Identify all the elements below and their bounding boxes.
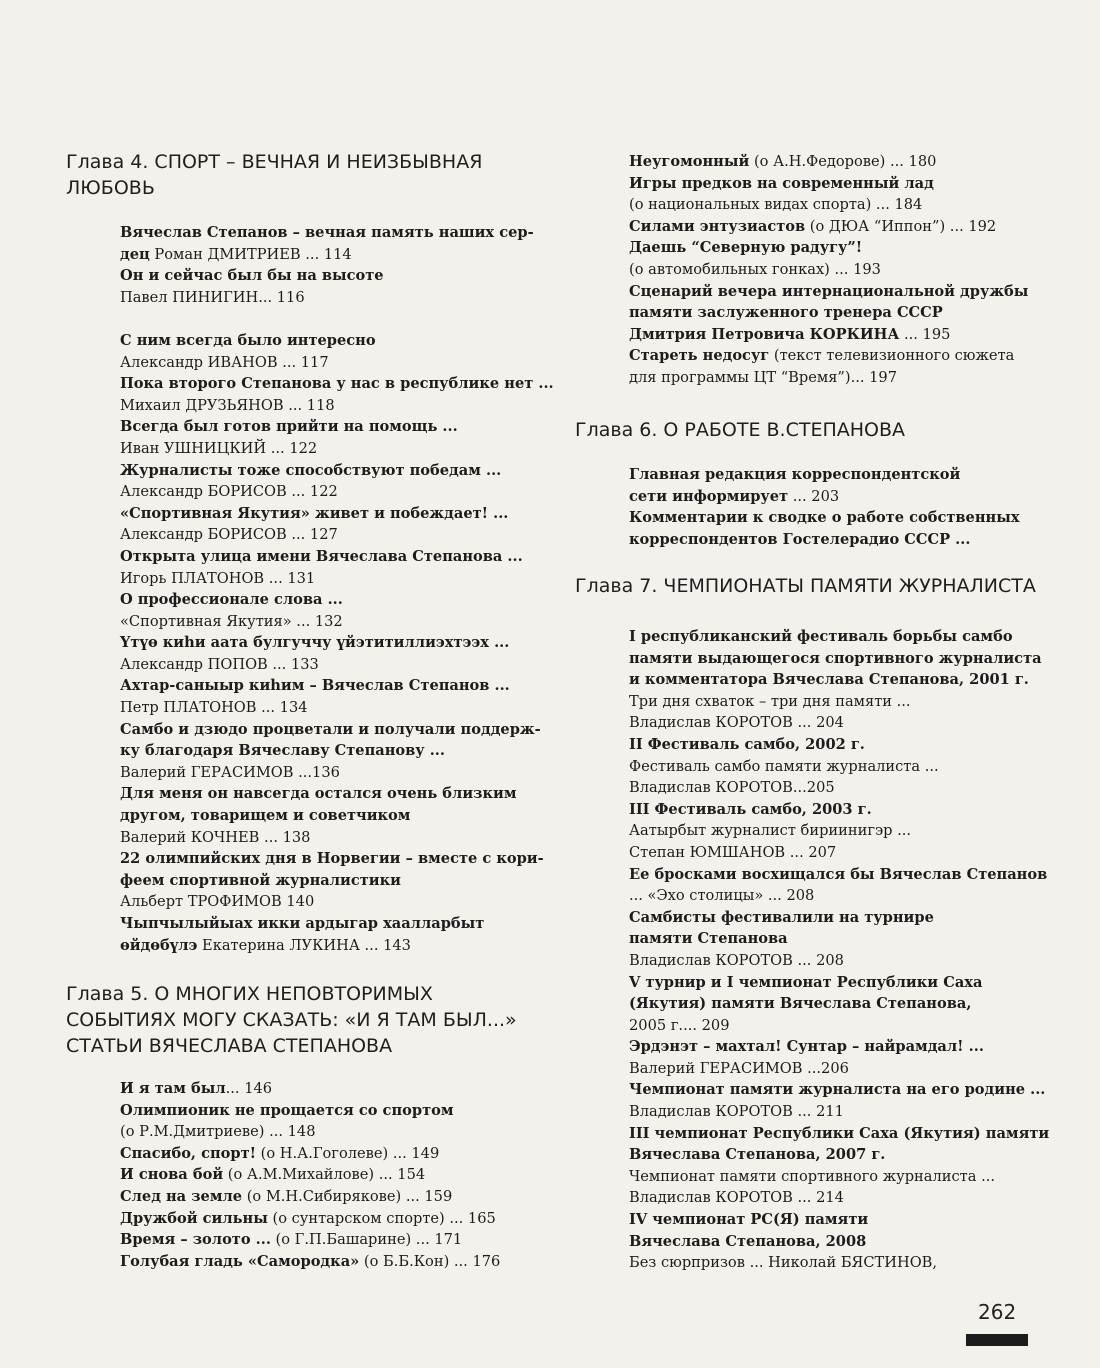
entry-title: III чемпионат Республики Саха (Якутия) памяти [629,1124,1050,1142]
entry-author-page: Роман ДМИТРИЕВ ... 114 [149,245,352,263]
entry-title: Сценарий вечера интернациональной дружбы [629,282,1029,300]
entry-author-page: (о А.М.Михайлове) ... 154 [223,1166,426,1184]
entry-title: Чыпчылыйыах икки ардыгар хаалларбыт [120,915,485,932]
entry-author-page: Александр ПОПОВ ... 133 [120,655,319,673]
entry-title: Үтүө киһи аата булгуччу үйэтитиллиэхтээх ... [120,634,510,652]
toc-entry-line [629,950,1049,972]
toc-entry-line [629,669,1049,691]
entry-title: Ахтар-саныыр киһим – Вячеслав Степанов ... [120,677,510,695]
chapter-7-heading: Глава 7. ЧЕМПИОНАТЫ ПАМЯТИ ЖУРНАЛИСТА [575,575,1036,597]
toc-entry-line [629,1123,1049,1145]
toc-entry-line [120,568,554,590]
entry-title: 22 олимпийских дня в Норвегии – вместе с кори- [120,850,544,868]
toc-entry-line [629,194,1028,216]
entry-author-page: (о автомобильных гонках) ... 193 [629,260,881,278]
entry-author-page: Иван УШНИЦКИЙ ... 122 [120,439,318,457]
entry-title: (Якутия) памяти Вячеслава Степанова, [629,995,972,1013]
entry-title: О профессионале слова ... [120,591,343,609]
toc-entry-line [629,1187,1049,1209]
chapter-6-heading: Глава 6. О РАБОТЕ В.СТЕПАНОВА [575,419,906,441]
entry-author-page: Александр ИВАНОВ ... 117 [120,353,329,371]
entry-author-page: Аатырбыт журналист бириинигэр ... [629,822,912,840]
entry-title: ку благодаря Вячеславу Степанову ... [120,742,445,760]
toc-entry-line [120,1121,500,1143]
toc-entry-line [629,259,1028,281]
toc-entry-line [120,740,554,762]
entry-author-page: (о Р.М.Дмитриеве) ... 148 [120,1123,316,1141]
chapter-heading-line: СТАТЬИ ВЯЧЕСЛАВА СТЕПАНОВА [66,1035,393,1057]
toc-entry-line [629,691,1049,713]
toc-entry-line [120,632,554,654]
entry-author-page: Владислав КОРОТОВ...205 [629,779,835,797]
toc-entry-line [120,524,554,546]
entry-author-page: 2005 г.... 209 [629,1016,730,1034]
entry-author-page: ... 195 [899,325,951,343]
entry-author-page: Степан ЮМШАНОВ ... 207 [629,843,837,861]
toc-entry-line [629,529,1020,551]
toc-entry-line [629,1015,1049,1037]
entry-author-page: Павел ПИНИГИН... 116 [120,288,305,306]
toc-entry-line [629,777,1049,799]
entry-title: Журналисты тоже способствуют победам ... [120,461,502,479]
entry-title: корреспондентов Гостелерадио СССР ... [629,530,971,548]
entry-title: сети информирует [629,487,789,505]
toc-entry-line [120,503,554,525]
entry-author-page: Валерий ГЕРАСИМОВ ...136 [120,763,340,781]
toc-entry-line [629,1079,1049,1101]
toc-entry-line [629,626,1049,648]
chapter-heading-line: СОБЫТИЯХ МОГУ СКАЗАТЬ: «И Я ТАМ БЫЛ...» [66,1009,517,1031]
toc-entry-line [120,1078,500,1100]
toc-entry-line [629,345,1028,367]
toc-entry-line [120,762,554,784]
entry-title: Игры предков на современный лад [629,174,934,192]
entry-author-page: (текст телевизионного сюжета [769,347,1015,365]
toc-entry-line [629,486,1020,508]
entry-title: Силами энтузиастов [629,217,806,235]
toc-entry-line [629,1209,1049,1231]
entry-title: III Фестиваль самбо, 2003 г. [629,800,872,818]
toc-entry-line [120,1164,500,1186]
entry-title: дец [120,245,150,263]
toc-entry-line [629,1252,1049,1274]
entry-author-page: Валерий ГЕРАСИМОВ ...206 [629,1059,849,1077]
entry-author-page: для программы ЦТ “Время”)... 197 [629,368,897,386]
entry-author-page: Фестиваль самбо памяти журналиста ... [629,757,939,775]
toc-entry-line [629,907,1049,929]
entry-author-page: Александр БОРИСОВ ... 127 [120,526,338,544]
entry-title: Дружбой сильны [120,1209,268,1227]
entry-title: Самбисты фестивалили на турнире [629,908,934,926]
entry-author-page: (о Б.Б.Кон) ... 176 [359,1252,501,1270]
toc-entry-line [629,1036,1049,1058]
entry-title: Стареть недосуг [629,347,770,365]
entry-title: IV чемпионат РС(Я) памяти [629,1211,869,1229]
toc-entry-line [629,993,1049,1015]
toc-entry-line [120,675,554,697]
entry-author-page: Чемпионат памяти спортивного журналиста ... [629,1167,995,1185]
entry-title: Для меня он навсегда остался очень близким [120,785,517,803]
toc-entry-line [120,697,554,719]
entry-title: Вячеслава Степанова, 2007 г. [629,1146,886,1164]
toc-entry-line [120,1208,500,1230]
toc-entry-line [629,507,1020,529]
toc-entry-line [629,820,1049,842]
chapter-heading-line: Глава 5. О МНОГИХ НЕПОВТОРИМЫХ [66,983,433,1005]
entry-author-page: Владислав КОРОТОВ ... 204 [629,714,844,732]
entry-title: Самбо и дзюдо процветали и получали поддерж- [120,720,541,738]
toc-entry-line [120,373,554,395]
toc-entry-line [120,891,554,913]
page-number-bar [966,1334,1028,1346]
entry-title: и комментатора Вячеслава Степанова, 2001 г. [629,671,1029,689]
entry-title: V турнир и I чемпионат Республики Саха [629,973,983,991]
toc-entry-line [120,589,554,611]
toc-entry-line [629,464,1020,486]
entry-author-page: Владислав КОРОТОВ ... 214 [629,1189,844,1207]
entry-title: Даешь “Северную радугу”! [629,239,863,257]
entry-title: С ним всегда было интересно [120,331,376,349]
toc-entry-line [629,972,1049,994]
toc-entry-line [120,352,554,374]
chapter-heading-line: ЛЮБОВЬ [66,177,155,199]
toc-entry-line [629,1231,1049,1253]
entry-author-page: «Спортивная Якутия» ... 132 [120,612,343,630]
toc-entry-line [629,367,1028,389]
toc-entry-line [629,324,1028,346]
entry-author-page: Валерий КОЧНЕВ ... 138 [120,828,311,846]
entry-title: Неугомонный [629,153,750,170]
entry-author-page: Петр ПЛАТОНОВ ... 134 [120,699,308,717]
toc-entry-line [120,935,554,957]
entry-author-page: ... 203 [788,487,840,505]
entry-author-page: (о М.Н.Сибирякове) ... 159 [242,1187,453,1205]
toc-entry-line [629,302,1028,324]
entry-title: Олимпионик не прощается со спортом [120,1101,454,1119]
toc-entry-line [629,237,1028,259]
toc-entry-line [629,1166,1049,1188]
entry-author-page: (о национальных видах спорта) ... 184 [629,196,923,214]
entry-title: II Фестиваль самбо, 2002 г. [629,735,865,753]
chapter-6-entries [629,464,1020,550]
chapter-4-entries [120,222,554,956]
entry-title: Ее бросками восхищался бы Вячеслав Степанов [629,865,1048,883]
entry-title: Время – золото ... [120,1231,271,1249]
toc-entry-line [120,222,554,244]
toc-entry-line [120,416,554,438]
entry-title: өйдөбүлэ [120,936,198,954]
chapter-7-entries [629,626,1049,1274]
toc-entry-line [120,438,554,460]
entry-author-page: (о сунтарском спорте) ... 165 [267,1209,496,1227]
entry-author-page: Владислав КОРОТОВ ... 208 [629,951,844,969]
entry-title: феем спортивной журналистики [120,871,401,889]
toc-entry-line [629,885,1049,907]
toc-entry-line [629,928,1049,950]
entry-title: И я там был [120,1080,226,1097]
entry-title: Комментарии к сводке о работе собственных [629,509,1020,527]
chapter-heading-line: Глава 4. СПОРТ – ВЕЧНАЯ И НЕИЗБЫВНАЯ [66,151,483,173]
entry-author-page: (о Н.А.Гоголеве) ... 149 [256,1144,440,1162]
toc-entry-line [629,1144,1049,1166]
toc-entry-line [120,265,554,287]
toc-entry-line [120,827,554,849]
toc-entry-line [120,287,554,309]
entry-title: Пока второго Степанова у нас в республике нет ... [120,375,554,393]
toc-entry-line [629,1101,1049,1123]
toc-entry-line [120,1251,500,1273]
entry-author-page: (о Г.П.Башарине) ... 171 [270,1231,463,1249]
toc-entry-line [120,1186,500,1208]
toc-entry-line [120,611,554,633]
toc-entry-line [629,842,1049,864]
toc-entry-line [120,719,554,741]
toc-entry-line [120,395,554,417]
toc-entry-line [629,799,1049,821]
entry-title: Чемпионат памяти журналиста на его родине ... [629,1081,1046,1099]
toc-entry-line [120,481,554,503]
toc-entry-line [120,460,554,482]
entry-author-page: Владислав КОРОТОВ ... 211 [629,1103,844,1121]
toc-entry-line [629,734,1049,756]
entry-author-page: Игорь ПЛАТОНОВ ... 131 [120,569,316,587]
entry-author-page: (о ДЮА “Иппон”) ... 192 [805,217,997,235]
entry-author-page: Три дня схваток – три дня памяти ... [629,692,911,710]
entry-title: I республиканский фестиваль борьбы самбо [629,628,1013,645]
toc-entry-line [629,712,1049,734]
chapter-4-heading [66,149,482,201]
entry-title: Дмитрия Петровича КОРКИНА [629,325,900,343]
toc-entry-line [120,654,554,676]
toc-entry-line [120,1143,500,1165]
entry-author-page: ... «Эхо столицы» ... 208 [629,887,815,905]
entry-title: «Спортивная Якутия» живет и побеждает! ... [120,504,509,522]
entry-title: Он и сейчас был бы на высоте [120,267,384,285]
toc-entry-line [120,870,554,892]
toc-entry-line [629,216,1028,238]
toc-spacer [120,308,554,330]
entry-title: Открыта улица имени Вячеслава Степанова ... [120,547,523,565]
entry-title: Вячеслав Степанов – вечная память наших сер- [120,224,534,241]
toc-entry-line [120,1229,500,1251]
page-number: 262 [978,1300,1017,1324]
entry-title: Вячеслава Степанова, 2008 [629,1232,867,1250]
toc-entry-line [120,783,554,805]
entry-title: След на земле [120,1187,243,1205]
toc-entry-line [120,805,554,827]
entry-author-page: Михаил ДРУЗЬЯНОВ ... 118 [120,396,335,414]
toc-entry-line [629,864,1049,886]
entry-title: И снова бой [120,1166,224,1184]
entry-author-page: ... 146 [225,1080,273,1097]
entry-author-page: (о А.Н.Федорове) ... 180 [749,153,937,170]
toc-entry-line [629,756,1049,778]
toc-entry-line [629,281,1028,303]
entry-author-page: Без сюрпризов ... Николай БЯСТИНОВ, [629,1254,938,1272]
entry-title: Главная редакция корреспондентской [629,466,961,483]
entry-title: памяти выдающегося спортивного журналиста [629,649,1042,667]
entry-author-page: Екатерина ЛУКИНА ... 143 [197,936,411,954]
toc-entry-line [629,648,1049,670]
toc-entry-line [120,244,554,266]
entry-author-page: Александр БОРИСОВ ... 122 [120,483,338,501]
entry-author-page: Альберт ТРОФИМОВ 140 [120,893,315,911]
toc-entry-line [629,151,1028,173]
chapter-5-entries [120,1078,500,1272]
entry-title: памяти Степанова [629,930,788,948]
toc-entry-line [120,1100,500,1122]
toc-entry-line [120,546,554,568]
entry-title: Спасибо, спорт! [120,1144,257,1162]
toc-entry-line [120,848,554,870]
chapter-5-heading [66,981,517,1059]
entry-title: Голубая гладь «Самородка» [120,1252,360,1270]
entry-title: Всегда был готов прийти на помощь ... [120,418,458,436]
toc-entry-line [120,330,554,352]
toc-entry-line [120,913,554,935]
toc-entry-line [629,173,1028,195]
entry-title: Эрдэнэт – махтал! Сунтар – найрамдал! ... [629,1038,984,1056]
toc-entry-line [629,1058,1049,1080]
entry-title: другом, товарищем и советчиком [120,807,411,825]
chapter-5-entries-continued [629,151,1028,389]
entry-title: памяти заслуженного тренера СССР [629,304,943,322]
